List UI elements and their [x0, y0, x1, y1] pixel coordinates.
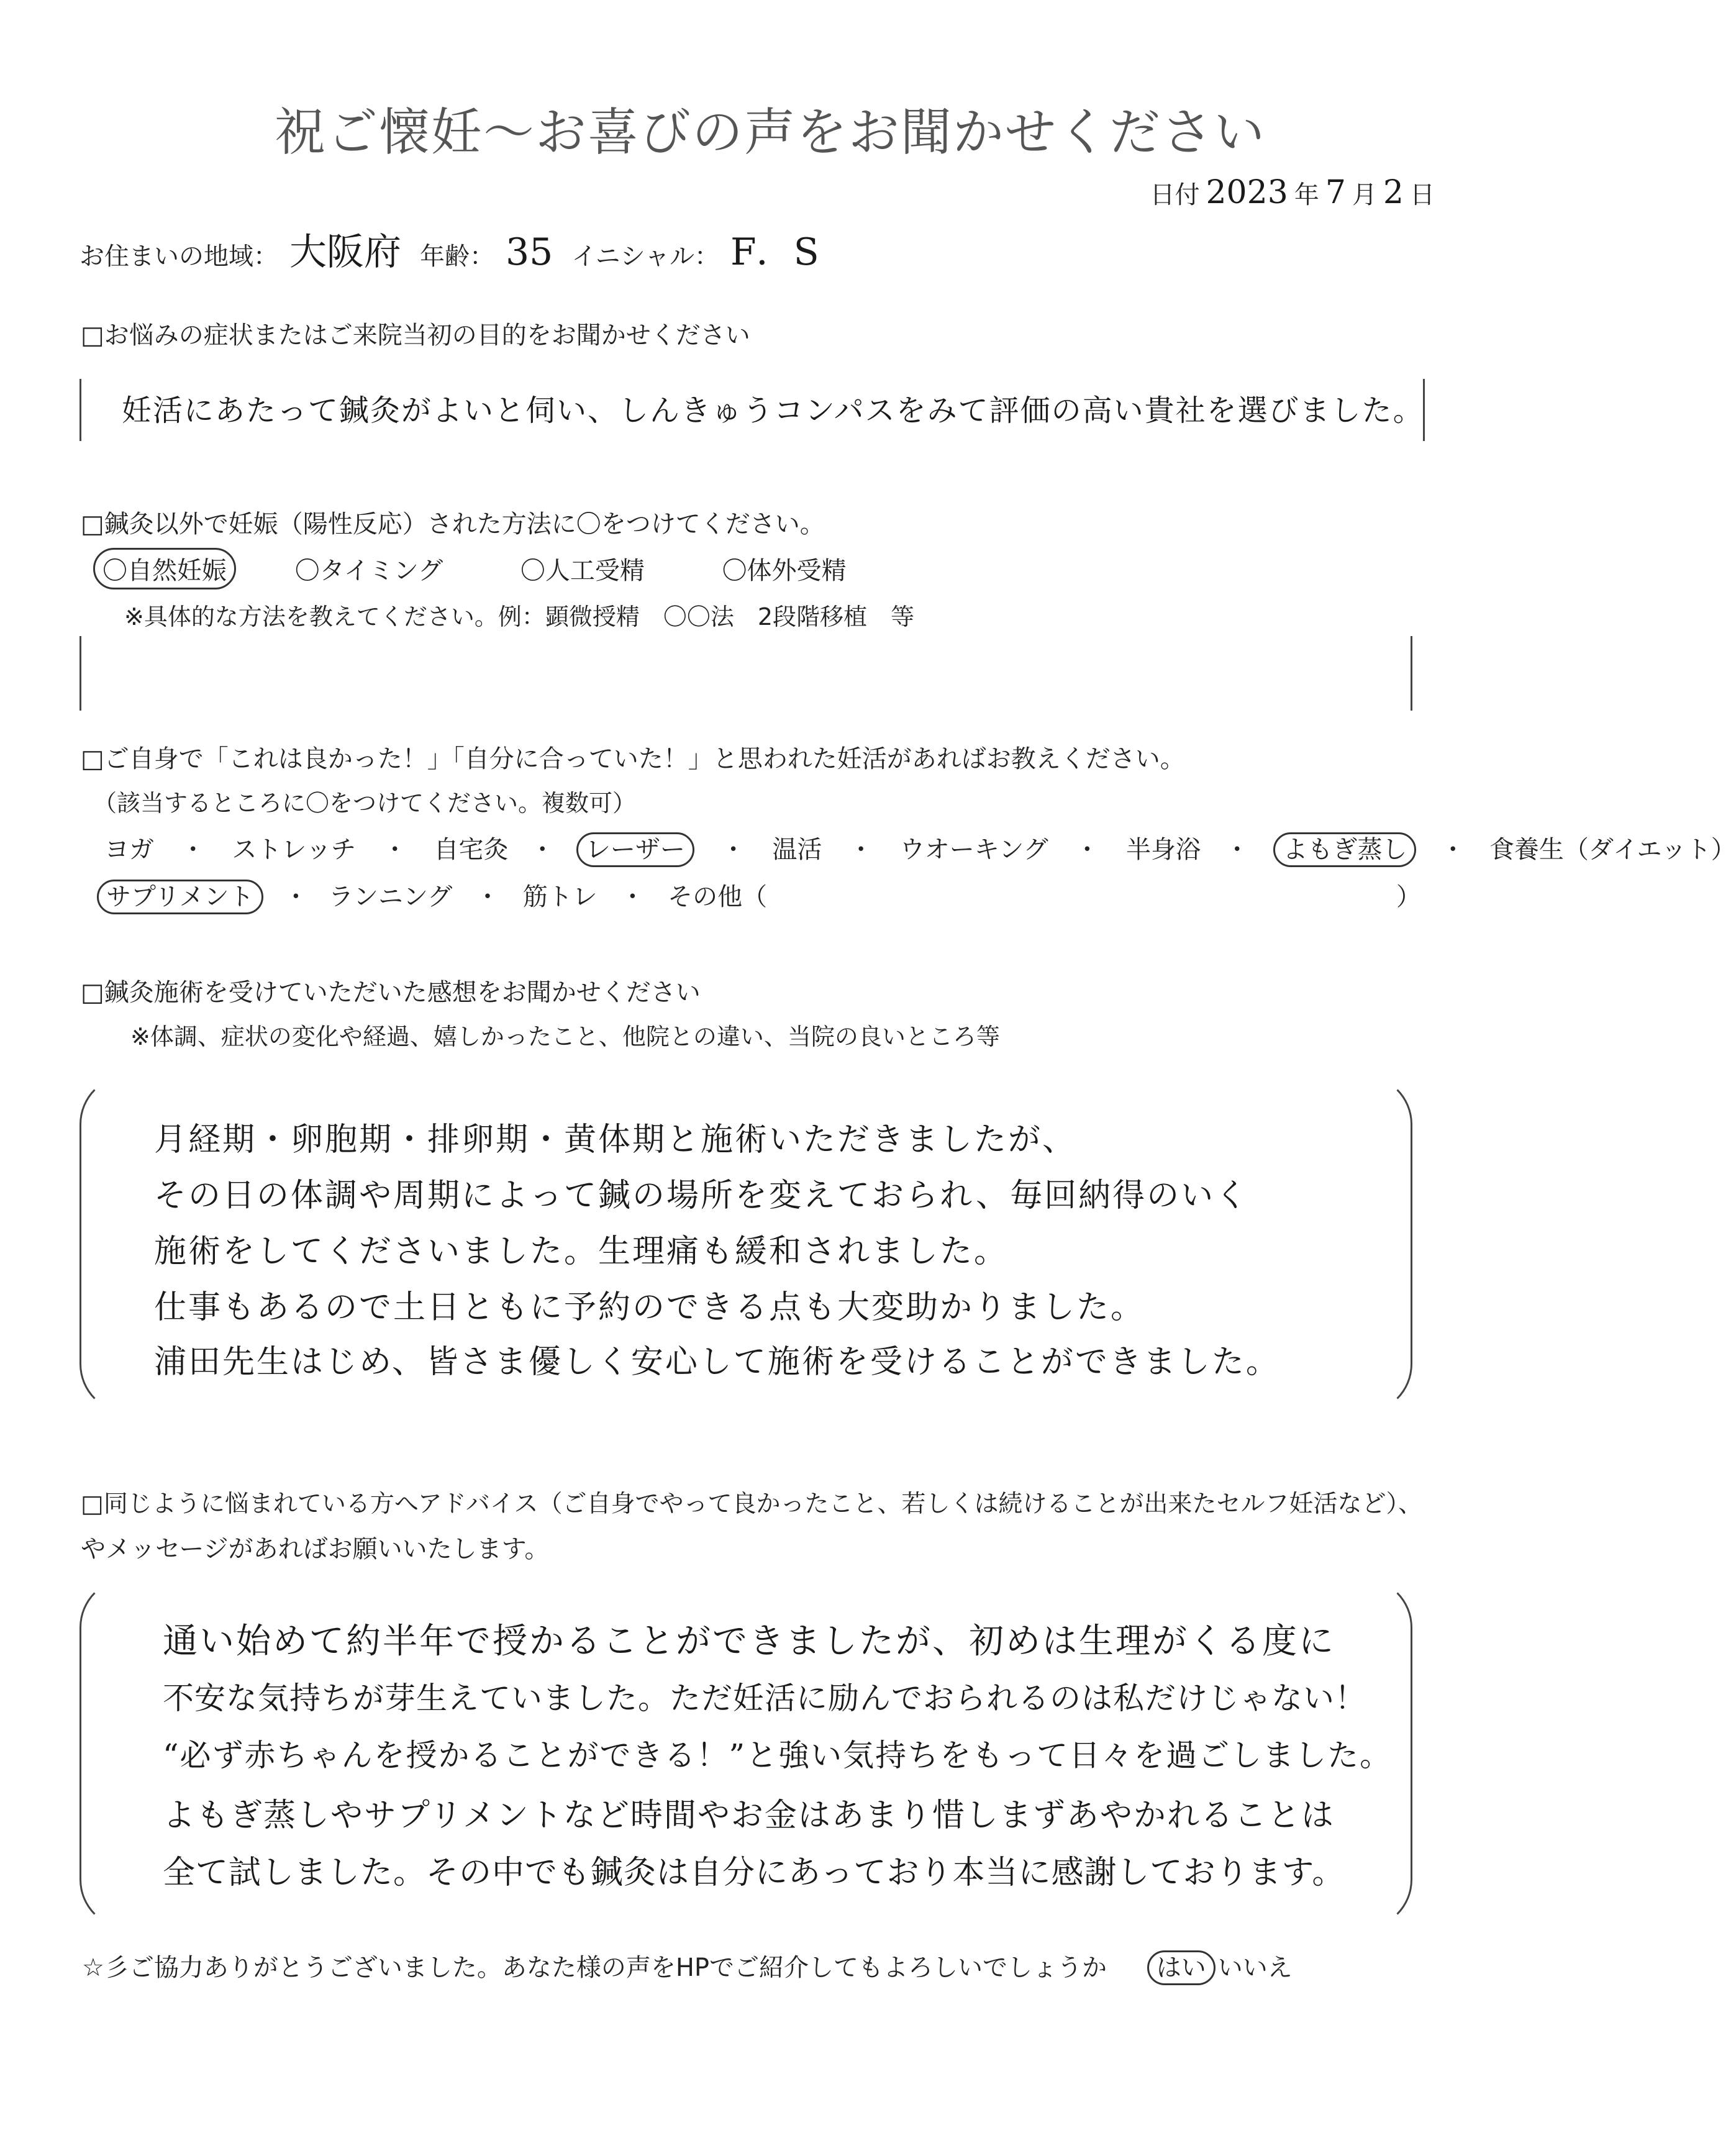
option-warming[interactable]: 温活	[772, 835, 822, 864]
practice-options-row2	[97, 877, 1421, 912]
separator: ・	[530, 835, 555, 864]
question-good-practices: □ご自身で「これは良かった！」「自分に合っていた！」と思われた妊活があればお教えください。	[81, 745, 1185, 773]
option-half-bath[interactable]: 半身浴	[1126, 835, 1201, 864]
option-artificial-insemination[interactable]: 〇人工受精	[520, 557, 645, 585]
question-impressions: □鍼灸施術を受けていただいた感想をお聞かせください	[81, 978, 701, 1007]
option-yoga[interactable]: ヨガ	[104, 835, 154, 864]
question-advice: □同じように悩まれている方へアドバイス（ご自身でやって良かったこと、若しくは続けることが出来たセルフ妊活など）、	[81, 1490, 1423, 1518]
region-value: 大阪府	[289, 230, 401, 274]
separator: ・	[475, 883, 500, 911]
date-day: 2	[1383, 174, 1404, 211]
separator: ・	[1440, 835, 1466, 864]
respondent-info	[80, 222, 838, 276]
separator: ・	[382, 835, 407, 864]
impressions-line-4: 仕事もあるので土日ともに予約のできる点も大変助かりました。	[154, 1289, 1145, 1326]
good-practices-note: （該当するところに〇をつけてください。複数可）	[93, 789, 637, 817]
consent-no[interactable]: いいえ	[1217, 1954, 1293, 1982]
date-month: 7	[1325, 174, 1346, 211]
question-advice-cont: やメッセージがあればお願いいたします。	[81, 1535, 550, 1563]
separator: ・	[1224, 835, 1250, 864]
question-method: □鍼灸以外で妊娠（陽性反応）された方法に〇をつけてください。	[81, 510, 825, 539]
page-title: 祝ご懐妊〜お喜びの声をお聞かせください	[274, 103, 1266, 162]
impressions-line-1: 月経期・卵胞期・排卵期・黄体期と施術いただきましたが、	[154, 1121, 1077, 1158]
option-strength-training[interactable]: 筋トレ	[522, 883, 598, 911]
date-day-unit: 日	[1410, 181, 1435, 209]
impressions-note: ※体調、症状の変化や経過、嬉しかったこと、他院との違い、当院の良いところ等	[130, 1023, 1000, 1050]
option-running[interactable]: ランニング	[329, 883, 453, 911]
option-stretch[interactable]: ストレッチ	[232, 835, 357, 864]
impressions-line-5: 浦田先生はじめ、皆さま優しく安心して施術を受けることができました。	[154, 1344, 1280, 1381]
option-natural-pregnancy[interactable]: 〇自然妊娠	[93, 548, 236, 589]
option-supplement[interactable]: サプリメント	[97, 880, 263, 914]
option-timing[interactable]: 〇タイミング	[294, 557, 443, 585]
option-ivf[interactable]: 〇体外受精	[722, 557, 847, 585]
option-home-moxa[interactable]: 自宅灸	[434, 835, 509, 864]
practice-options-row1	[104, 830, 1736, 865]
initial-value: F．S	[730, 230, 819, 274]
option-laser[interactable]: レーザー	[576, 832, 694, 867]
date-field	[1150, 174, 1435, 211]
date-year-unit: 年	[1294, 181, 1319, 209]
footer-consent	[82, 1948, 1293, 1983]
advice-line-1: 通い始めて約半年で授かることができましたが、初めは生理がくる度に	[163, 1621, 1335, 1662]
question-symptoms: □お悩みの症状またはご来院当初の目的をお聞かせください	[81, 321, 750, 350]
advice-line-2: 不安な気持ちが芽生えていました。ただ妊活に励んでおられるのは私だけじゃない！	[163, 1680, 1366, 1716]
consent-yes[interactable]: はい	[1147, 1950, 1216, 1985]
method-options	[93, 548, 873, 589]
option-other[interactable]: その他（	[668, 883, 768, 911]
separator: ・	[620, 883, 645, 911]
impressions-line-3: 施術をしてくださいました。生理痛も緩和されました。	[154, 1233, 1009, 1270]
separator: ・	[848, 835, 874, 864]
advice-line-4: よもぎ蒸しやサプリメントなど時間やお金はあまり惜しまずあやかれることは	[163, 1797, 1335, 1834]
age-label: 年齢：	[420, 242, 494, 271]
separator: ・	[720, 835, 746, 864]
option-other-close: ）	[1396, 883, 1421, 911]
separator: ・	[180, 835, 206, 864]
answer-box-method	[80, 636, 1412, 711]
method-note: ※具体的な方法を教えてください。例：顕微授精 〇〇法 2段階移植 等	[124, 603, 915, 630]
option-yomogi-steam[interactable]: よもぎ蒸し	[1273, 832, 1416, 867]
date-year: 2023	[1206, 174, 1288, 211]
region-label: お住まいの地域：	[80, 242, 278, 271]
impressions-line-2: その日の体調や周期によって鍼の場所を変えておられ、毎回納得のいく	[154, 1177, 1250, 1214]
advice-line-5: 全て試しました。その中でも鍼灸は自分にあっており本当に感謝しております。	[163, 1854, 1345, 1891]
separator: ・	[283, 883, 309, 911]
option-diet[interactable]: 食養生（ダイエット）	[1489, 835, 1736, 864]
date-label: 日付	[1150, 181, 1200, 209]
date-month-unit: 月	[1352, 181, 1377, 209]
answer-symptoms: 妊活にあたって鍼灸がよいと伺い、しんきゅうコンパスをみて評価の高い貴社を選びました。	[122, 393, 1424, 428]
age-value: 35	[506, 230, 553, 274]
separator: ・	[1075, 835, 1100, 864]
footer-text: ☆彡ご協力ありがとうございました。あなた様の声をHPでご紹介してもよろしいでしょうか	[82, 1954, 1107, 1982]
initial-label: イニシャル：	[571, 242, 719, 271]
advice-line-3: “必ず赤ちゃんを授かることができる！”と強い気持ちをもって日々を過ごしました。	[163, 1737, 1393, 1773]
option-walking[interactable]: ウオーキング	[899, 835, 1048, 864]
